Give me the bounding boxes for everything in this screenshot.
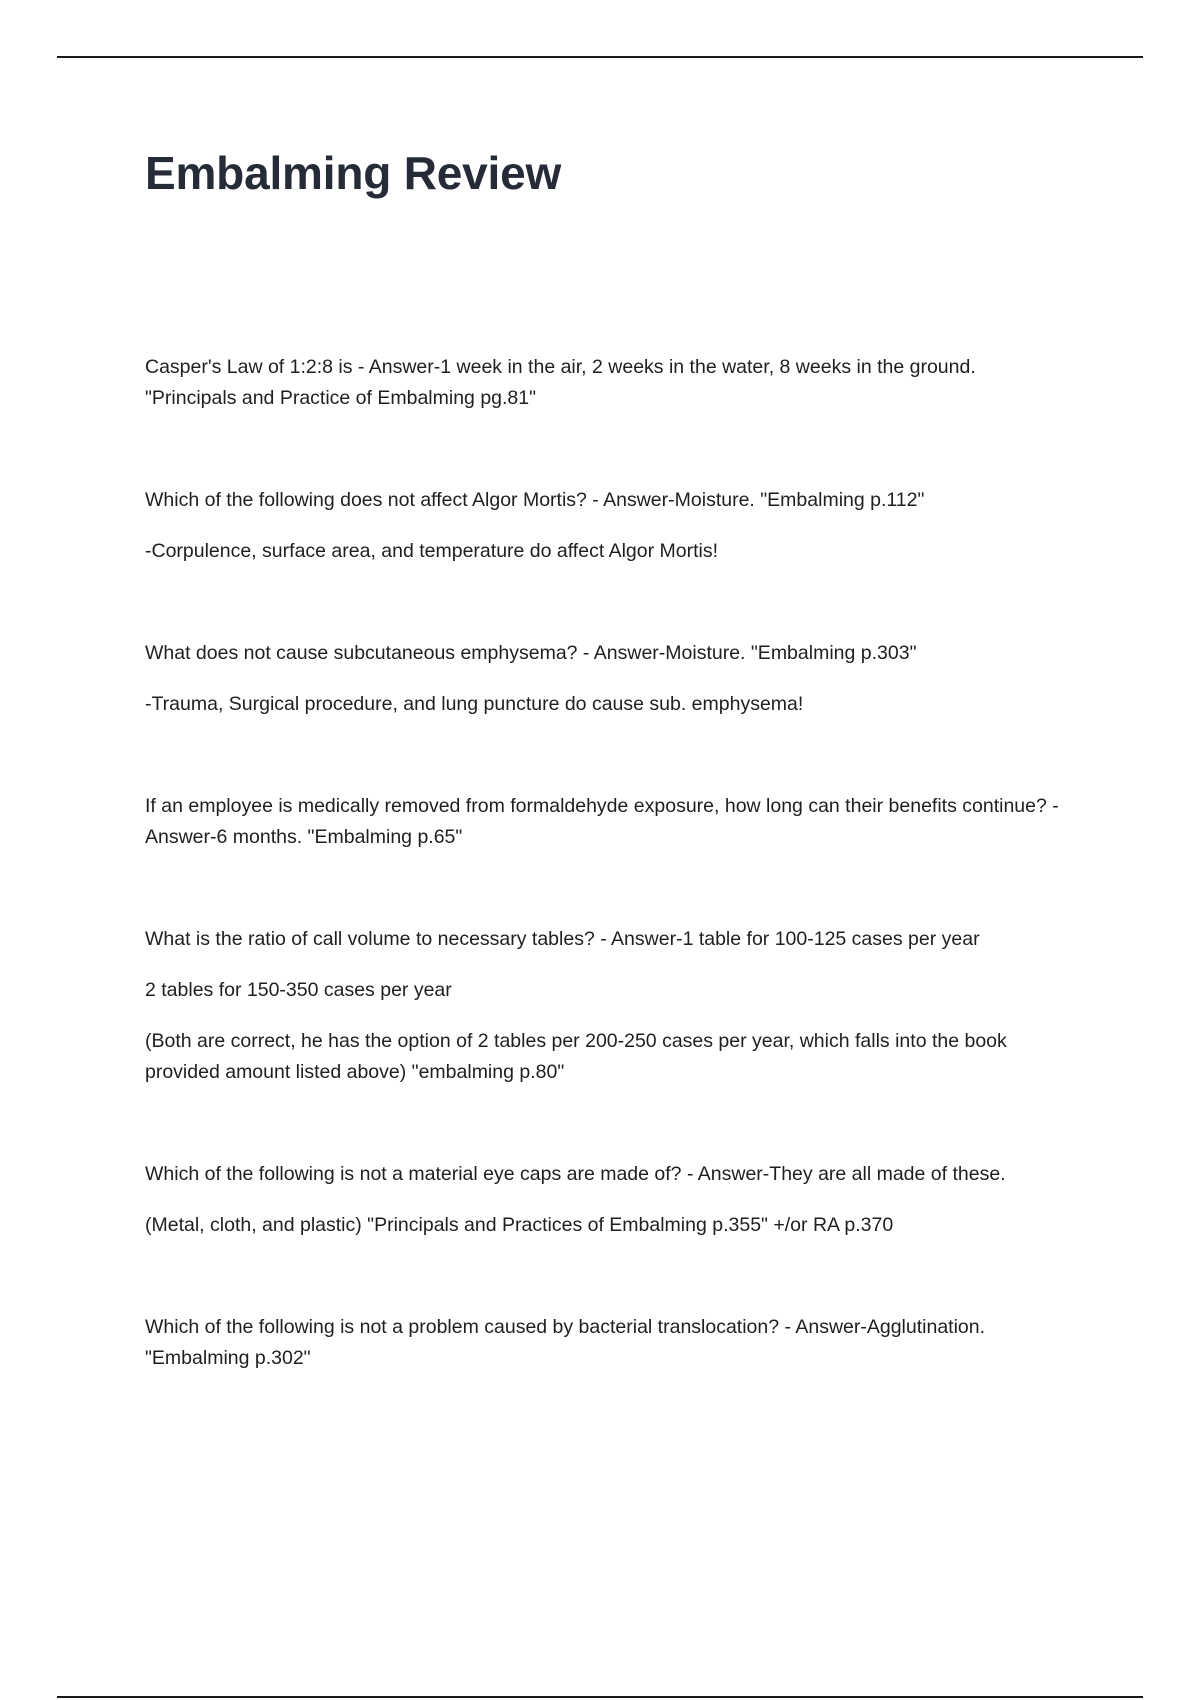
qa-paragraph: (Both are correct, he has the option of 2 tables per 200-250 cases per year, which falls into the book provided amount listed above) "embalming p.80" xyxy=(145,1030,1007,1083)
qa-paragraph: -Trauma, Surgical procedure, and lung puncture do cause sub. emphysema! xyxy=(145,693,804,715)
qa-item xyxy=(145,352,1065,414)
qa-list xyxy=(145,352,1065,1445)
qa-paragraph: 2 tables for 150-350 cases per year xyxy=(145,979,452,1001)
qa-item xyxy=(145,924,1065,1088)
qa-paragraph: (Metal, cloth, and plastic) "Principals and Practices of Embalming p.355" +/or RA p.370 xyxy=(145,1214,894,1236)
document-title: Embalming Review xyxy=(145,147,562,199)
qa-item xyxy=(145,1312,1065,1374)
qa-item xyxy=(145,791,1065,853)
qa-paragraph: Which of the following is not a material eye caps are made of? - Answer-They are all made of these. xyxy=(145,1163,1006,1185)
qa-paragraph: Which of the following does not affect Algor Mortis? - Answer-Moisture. "Embalming p.112" xyxy=(145,489,925,511)
qa-item xyxy=(145,485,1065,567)
qa-paragraph: If an employee is medically removed from formaldehyde exposure, how long can their benefits continue? - Answer-6 months. "Embalming p.65" xyxy=(145,795,1059,848)
qa-paragraph: What is the ratio of call volume to necessary tables? - Answer-1 table for 100-125 cases per year xyxy=(145,928,980,950)
qa-paragraph: What does not cause subcutaneous emphysema? - Answer-Moisture. "Embalming p.303" xyxy=(145,642,917,664)
top-rule xyxy=(57,56,1143,58)
bottom-rule xyxy=(57,1696,1143,1698)
qa-item xyxy=(145,1159,1065,1241)
qa-paragraph: Which of the following is not a problem caused by bacterial translocation? - Answer-Agglutination. "Embalming p.302" xyxy=(145,1316,986,1369)
qa-paragraph: Casper's Law of 1:2:8 is - Answer-1 week in the air, 2 weeks in the water, 8 weeks in the ground. "Principals and Practice of Embalming pg.81" xyxy=(145,356,976,409)
qa-item xyxy=(145,638,1065,720)
qa-paragraph: -Corpulence, surface area, and temperature do affect Algor Mortis! xyxy=(145,540,719,562)
